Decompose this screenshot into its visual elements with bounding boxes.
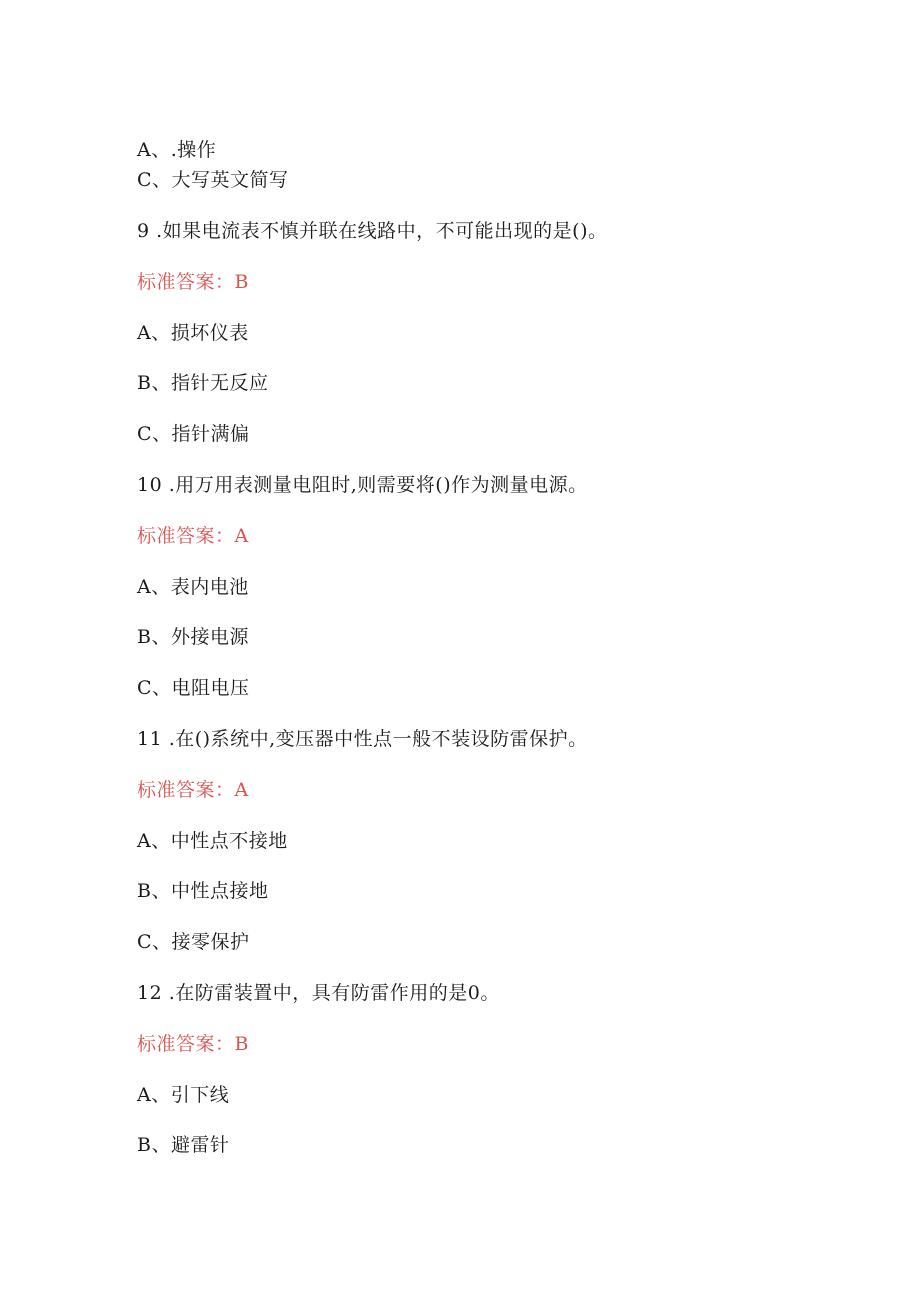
answer-10: 标准答案：A (137, 525, 249, 547)
question-12: 12 .在防雷装置中，具有防雷作用的是0。 (137, 982, 500, 1004)
question-9: 9 .如果电流表不慎并联在线路中，不可能出现的是()。 (137, 220, 608, 242)
option-line: B、外接电源 (137, 626, 249, 648)
option-line: A、表内电池 (137, 576, 249, 598)
option-line: C、接零保护 (137, 931, 250, 953)
option-line: B、中性点接地 (137, 880, 269, 902)
question-10: 10 .用万用表测量电阻时,则需要将()作为测量电源。 (137, 474, 588, 496)
answer-9: 标准答案：B (137, 271, 249, 293)
answer-12: 标准答案：B (137, 1033, 249, 1055)
answer-11: 标准答案：A (137, 779, 249, 801)
option-line: A、中性点不接地 (137, 830, 288, 852)
option-line: C、指针满偏 (137, 423, 250, 445)
option-line: A、.操作 (137, 139, 217, 161)
option-line: A、引下线 (137, 1084, 230, 1106)
option-line: B、指针无反应 (137, 372, 269, 394)
option-line: C、大写英文简写 (137, 169, 289, 191)
option-line: A、损坏仪表 (137, 322, 249, 344)
option-line: C、电阻电压 (137, 677, 250, 699)
question-11: 11 .在()系统中,变压器中性点一般不装设防雷保护。 (137, 728, 588, 750)
option-line: B、避雷针 (137, 1134, 230, 1156)
